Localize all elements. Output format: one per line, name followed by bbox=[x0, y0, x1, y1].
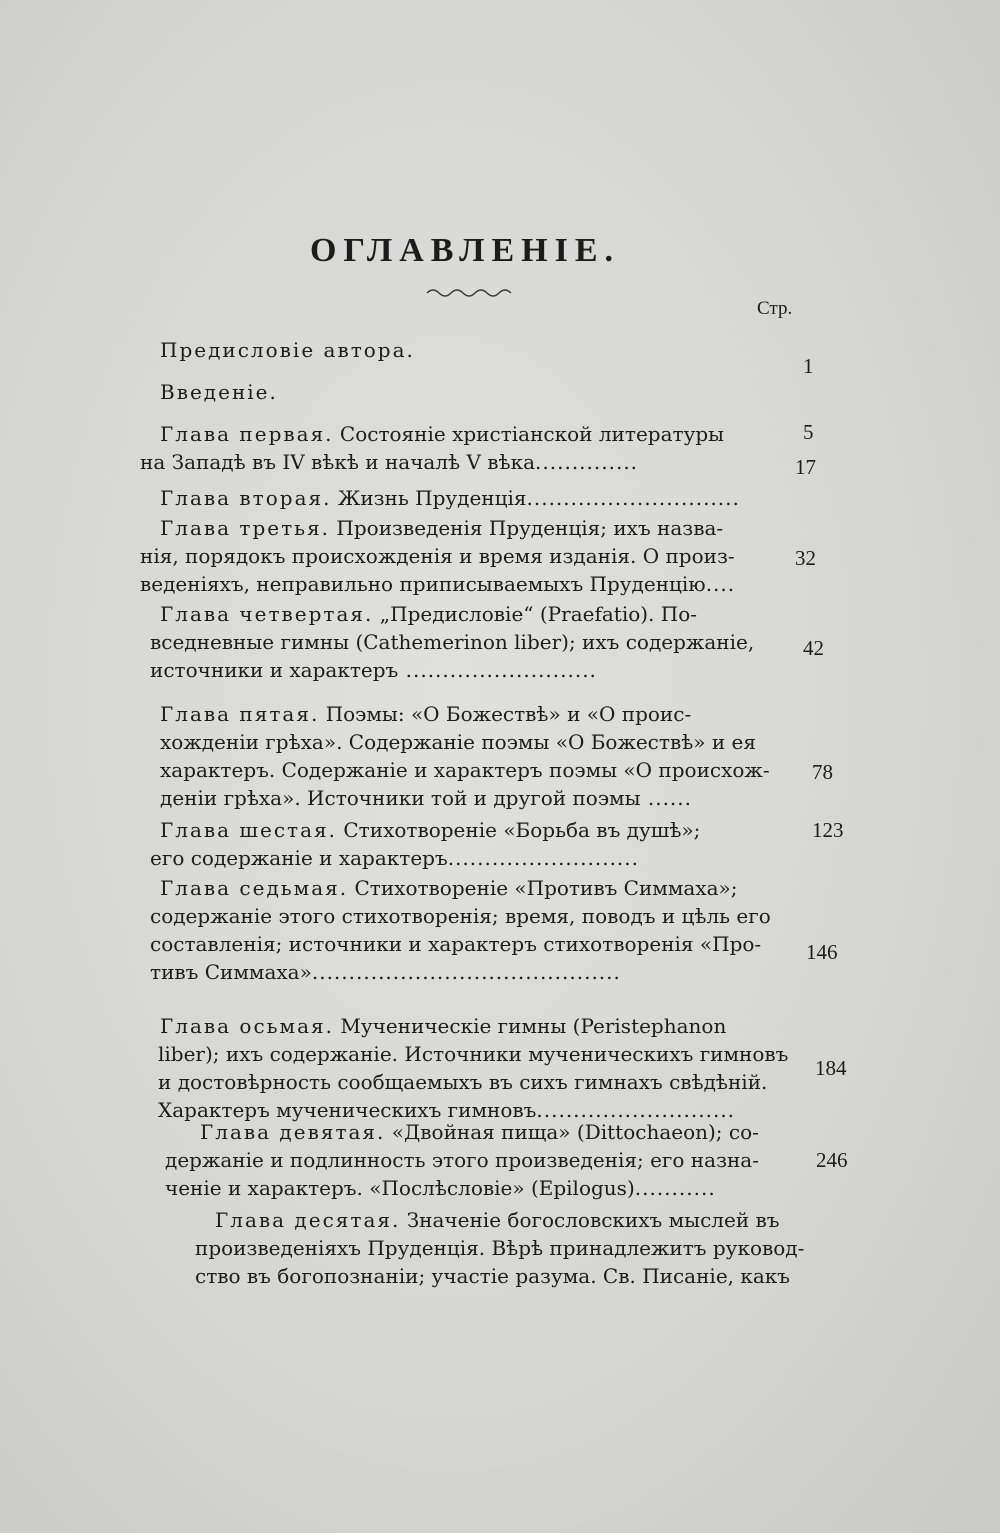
toc-page-number: 146 bbox=[806, 940, 838, 964]
leader-dots: ...... bbox=[640, 786, 693, 810]
leader-dots: .......................... bbox=[447, 846, 639, 870]
toc-entry bbox=[150, 600, 770, 684]
toc-entry bbox=[160, 378, 770, 406]
toc-entry-text: Характеръ мученическихъ гимновъ bbox=[158, 1098, 537, 1122]
leader-dots: .......................................... bbox=[311, 960, 621, 984]
toc-entry-text: источники и характеръ bbox=[150, 658, 399, 682]
toc-entry-heading: Введеніе. bbox=[160, 380, 278, 404]
toc-page-number: 78 bbox=[812, 760, 833, 784]
toc-entry-text: Значеніе богословскихъ мыслей въ bbox=[406, 1208, 780, 1232]
toc-entry-text: «Двойная пища» (Dittochaeon); со- bbox=[391, 1120, 759, 1144]
leader-dots: ........... bbox=[634, 1176, 716, 1200]
toc-entry-text: хожденіи грѣха». Содержаніе поэмы «О Божествѣ» и ея bbox=[160, 730, 757, 754]
toc-entry-text: произведеніяхъ Пруденція. Вѣрѣ принадлежитъ руковод- bbox=[195, 1236, 805, 1260]
toc-entry-text: тивъ Симмаха» bbox=[150, 960, 312, 984]
toc-entry bbox=[140, 514, 770, 598]
toc-page-number: 32 bbox=[795, 546, 816, 570]
toc-entry-text: и достовѣрность сообщаемыхъ въ сихъ гимнахъ свѣдѣній. bbox=[158, 1070, 768, 1094]
toc-page-number: 123 bbox=[812, 818, 844, 842]
toc-page-number: 184 bbox=[815, 1056, 847, 1080]
toc-entry-text: ченіе и характеръ. «Послѣсловіе» (Epilogus) bbox=[165, 1176, 635, 1200]
toc-entry-heading: Глава десятая. bbox=[215, 1208, 401, 1232]
leader-dots: .............. bbox=[535, 450, 639, 474]
toc-entry bbox=[140, 420, 770, 476]
toc-entry-text: на Западѣ въ IV вѣкѣ и началѣ V вѣка bbox=[140, 450, 536, 474]
toc-page-number: 246 bbox=[816, 1148, 848, 1172]
toc-page-number: 1 bbox=[803, 354, 814, 378]
toc-entry bbox=[160, 484, 770, 512]
leader-dots: ............................. bbox=[526, 486, 740, 510]
toc-entry-text: Жизнь Пруденція bbox=[337, 486, 527, 510]
toc-entry-text: нія, порядокъ происхожденія и время изданія. О произ- bbox=[140, 544, 735, 568]
toc-entry-text: составленія; источники и характеръ стихотворенія «Про- bbox=[150, 932, 762, 956]
toc-entry-heading: Предисловіе автора. bbox=[160, 338, 415, 362]
toc-entry bbox=[150, 816, 770, 872]
toc-page-number: 42 bbox=[803, 636, 824, 660]
toc-entry-heading: Глава осьмая. bbox=[160, 1014, 334, 1038]
toc-entry-heading: Глава седьмая. bbox=[160, 876, 349, 900]
toc-entry-heading: Глава третья. bbox=[160, 516, 331, 540]
toc-entry bbox=[160, 1206, 805, 1290]
toc-entry-text: Мученическіе гимны (Peristephanon bbox=[340, 1014, 727, 1038]
toc-entry-heading: Глава шестая. bbox=[160, 818, 338, 842]
toc-entry-text: „Предисловіе“ (Praefatio). По- bbox=[379, 602, 698, 626]
toc-entry bbox=[160, 1118, 770, 1202]
toc-entry-heading: Глава четвертая. bbox=[160, 602, 374, 626]
leader-dots: .... bbox=[705, 572, 736, 596]
leader-dots: .......................... bbox=[398, 658, 597, 682]
toc-entry bbox=[158, 1012, 789, 1124]
toc-entry-text: веденіяхъ, неправильно приписываемыхъ Пруденцію bbox=[140, 572, 706, 596]
toc-page-number: 5 bbox=[803, 420, 814, 444]
toc-entry-text: содержаніе этого стихотворенія; время, поводъ и цѣль его bbox=[150, 904, 771, 928]
toc-entry-text: характеръ. Содержаніе и характеръ поэмы «О происхож- bbox=[160, 758, 770, 782]
title-flourish bbox=[425, 286, 517, 300]
toc-entry-text: Состояніе христіанской литературы bbox=[339, 422, 725, 446]
toc-entry-text: Произведенія Пруденція; ихъ назва- bbox=[336, 516, 724, 540]
leader-dots: ........................... bbox=[536, 1098, 736, 1122]
toc-entry-heading: Глава вторая. bbox=[160, 486, 332, 510]
toc-entry bbox=[160, 700, 770, 812]
page-column-label: Стр. bbox=[757, 298, 793, 319]
toc-entry-text: его содержаніе и характеръ bbox=[150, 846, 448, 870]
toc-entry-text: держаніе и подлинность этого произведенія; его назна- bbox=[165, 1148, 759, 1172]
toc-entry-text: Стихотвореніе «Противъ Симмаха»; bbox=[354, 876, 738, 900]
toc-entry-text: liber); ихъ содержаніе. Источники мученическихъ гимновъ bbox=[158, 1042, 789, 1066]
toc-entry-text: вседневные гимны (Cathemerinon liber); ихъ содержаніе, bbox=[150, 630, 755, 654]
toc-entry-heading: Глава девятая. bbox=[200, 1120, 386, 1144]
page-title: ОГЛАВЛЕНІЕ. bbox=[309, 232, 621, 269]
toc-entry-heading: Глава пятая. bbox=[160, 702, 320, 726]
toc-entry-text: деніи грѣха». Источники той и другой поэмы bbox=[160, 786, 641, 810]
toc-entry-text: Поэмы: «О Божествѣ» и «О проис- bbox=[325, 702, 692, 726]
toc-entry bbox=[160, 336, 770, 364]
toc-entry bbox=[150, 874, 771, 986]
toc-page-number: 17 bbox=[795, 455, 816, 479]
toc-entry-text: Стихотвореніе «Борьба въ душѣ»; bbox=[343, 818, 701, 842]
toc-entry-text: ство въ богопознаніи; участіе разума. Св. Писаніе, какъ bbox=[195, 1264, 791, 1288]
toc-entry-heading: Глава первая. bbox=[160, 422, 334, 446]
